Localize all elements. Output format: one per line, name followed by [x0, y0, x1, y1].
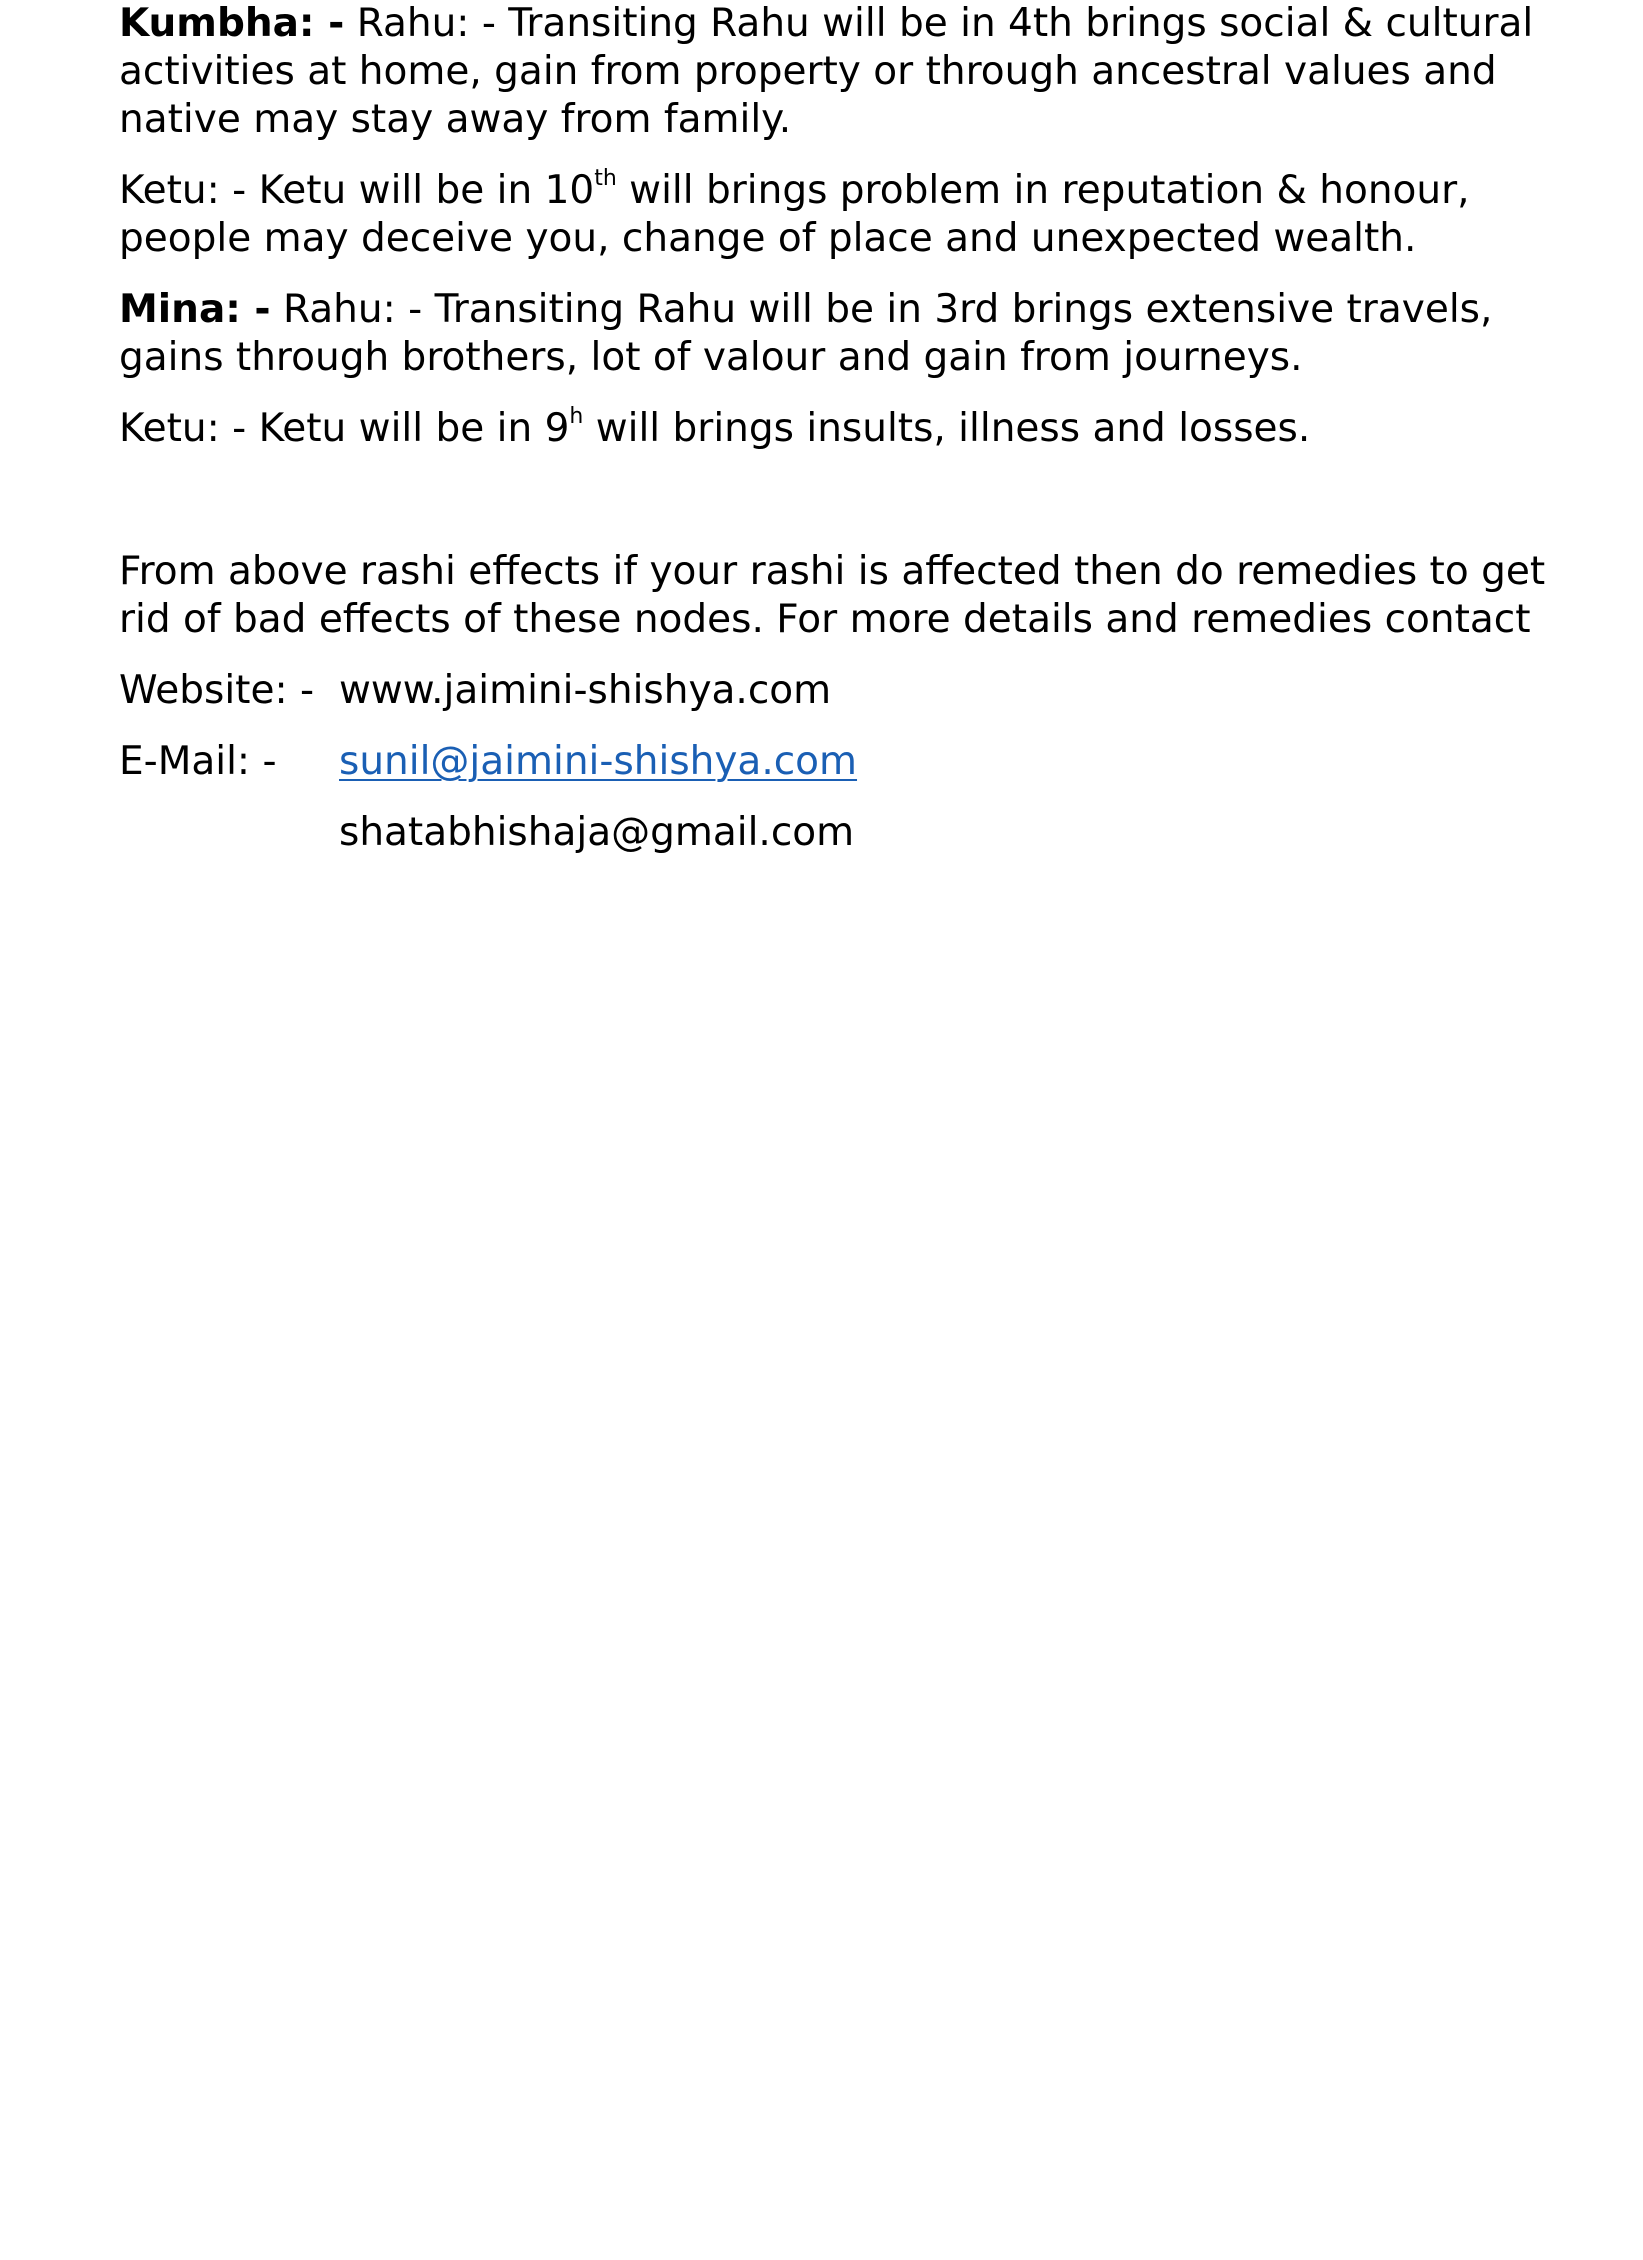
email-primary-link[interactable]: sunil@jaimini-shishya.com [339, 739, 858, 784]
email-row [119, 738, 1559, 786]
kumbha-rahu-paragraph [119, 0, 1559, 144]
mina-rahu-paragraph [119, 286, 1559, 382]
email-label: E-Mail: - [119, 739, 277, 784]
kumbha-rahu-text: Rahu: - Transiting Rahu will be in 4th brings social & cultural activities at home, gain from property or through ancestral values and native may stay away from family. [119, 1, 1534, 142]
mina-rahu-text: Rahu: - Transiting Rahu will be in 3rd brings extensive travels, gains through brothers, lot of valour and gain from journeys. [119, 287, 1493, 380]
document-page [119, 0, 1559, 880]
mina-ketu-prefix: Ketu: - Ketu will be in 9 [119, 406, 570, 451]
website-row [119, 667, 1559, 715]
mina-ketu-ordinal: h [569, 404, 584, 429]
website-label: Website: - [119, 668, 315, 713]
mina-ketu-paragraph [119, 405, 1559, 453]
kumbha-ketu-prefix: Ketu: - Ketu will be in 10 [119, 168, 595, 213]
blank-spacer [119, 476, 1559, 548]
email-secondary-row [119, 809, 1559, 857]
closing-paragraph: From above rashi effects if your rashi is affected then do remedies to get rid of bad effects of these nodes. For more details and remedies contact [119, 549, 1546, 642]
kumbha-sign-heading: Kumbha: - [119, 1, 345, 46]
kumbha-ketu-ordinal: th [594, 166, 617, 191]
email-secondary-label-spacer [119, 809, 339, 857]
website-value: www.jaimini-shishya.com [339, 668, 832, 713]
kumbha-ketu-paragraph [119, 167, 1559, 263]
email-secondary-value: shatabhishaja@gmail.com [339, 810, 855, 855]
kumbha-ketu-suffix: will brings problem in reputation & honour, people may deceive you, change of place and unexpected wealth. [119, 168, 1470, 261]
mina-sign-heading: Mina: - [119, 287, 271, 332]
mina-ketu-suffix: will brings insults, illness and losses. [583, 406, 1311, 451]
